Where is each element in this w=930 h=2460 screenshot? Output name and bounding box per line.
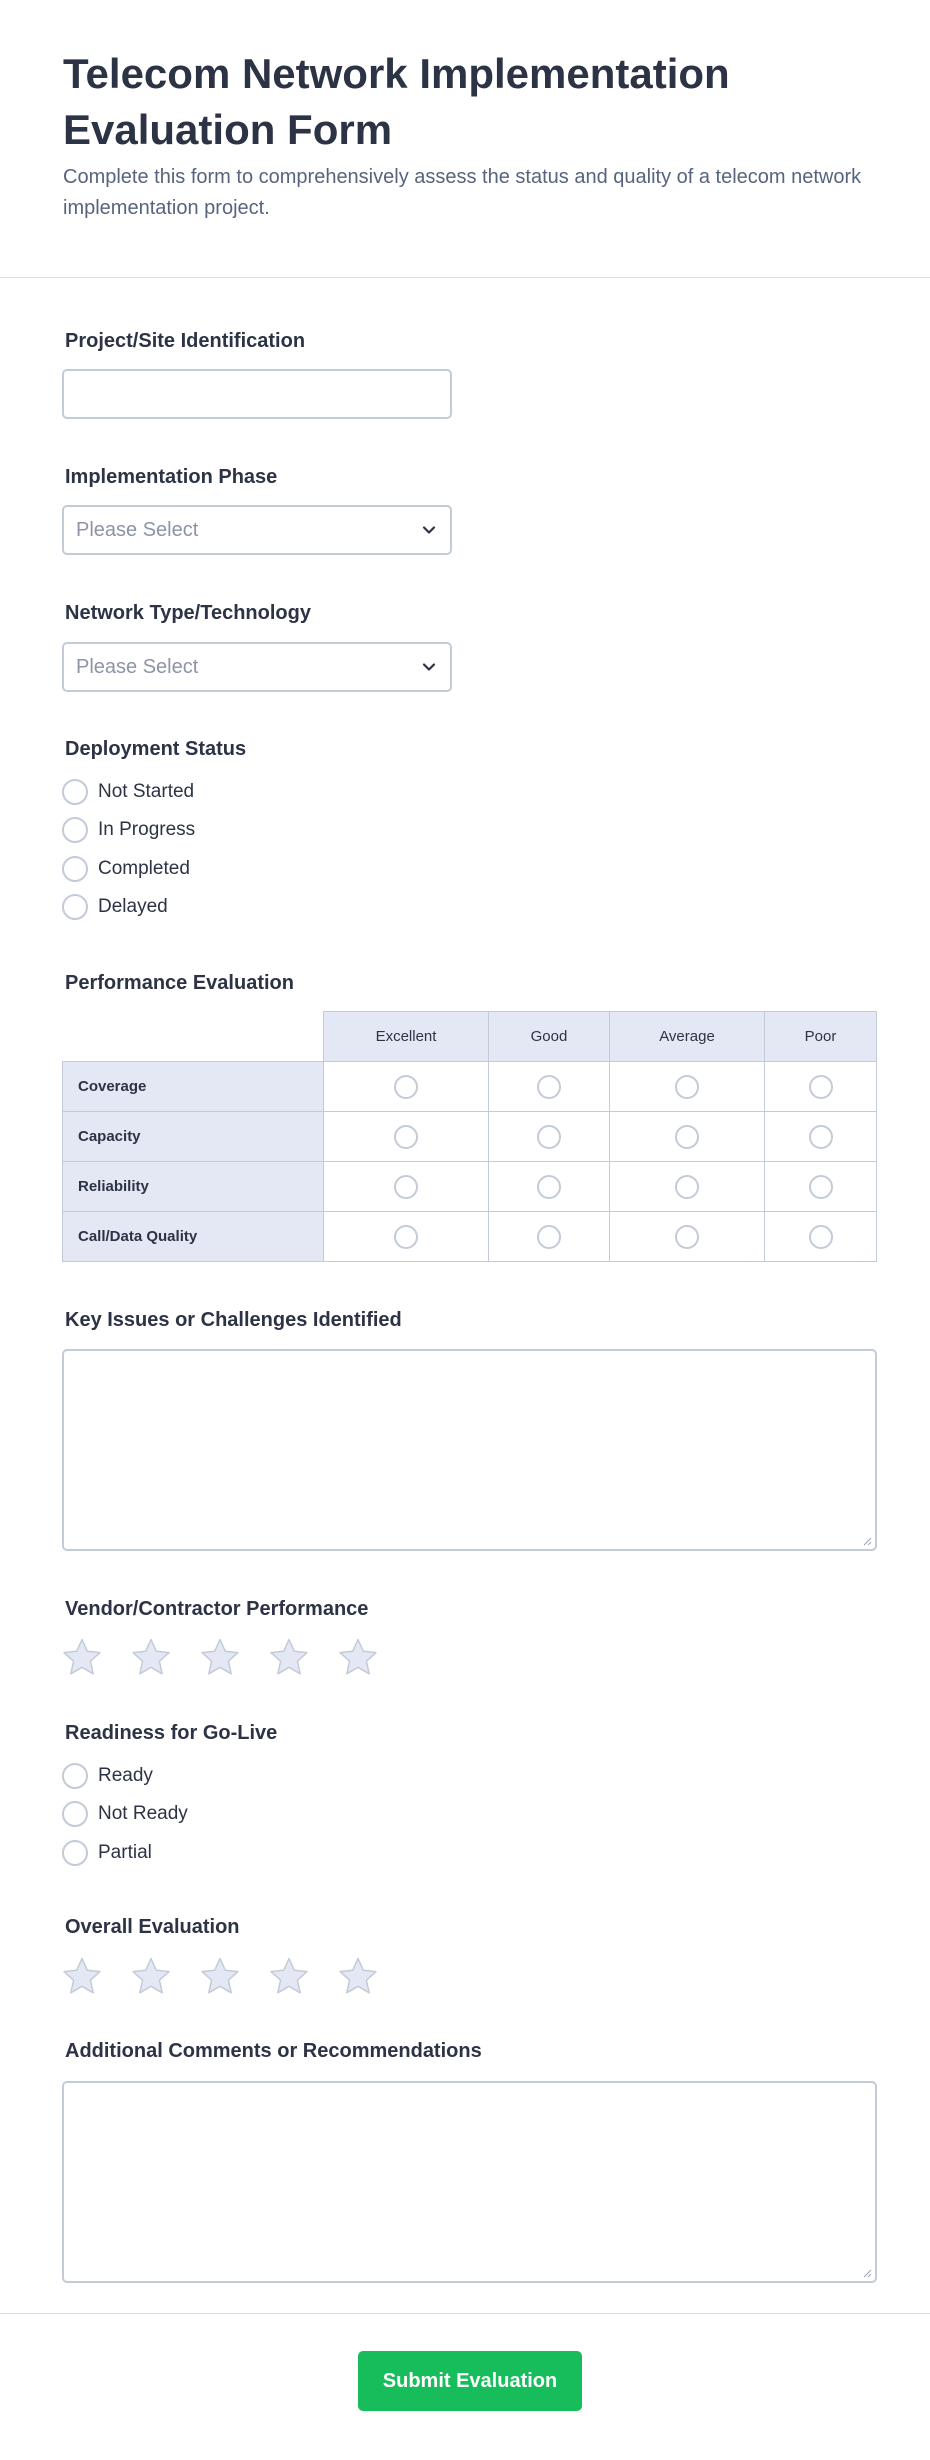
network-type-placeholder: Please Select [76, 656, 199, 678]
matrix-cell[interactable] [488, 1161, 610, 1212]
matrix-row-call-data-quality: Call/Data Quality [62, 1211, 324, 1262]
chevron-down-icon [422, 660, 436, 674]
readiness-label: Readiness for Go-Live [65, 1722, 278, 1744]
readiness-option-partial[interactable] [62, 1839, 152, 1867]
radio-label: Completed [98, 858, 190, 879]
project-site-input[interactable] [62, 369, 452, 419]
radio-button[interactable] [675, 1225, 699, 1249]
form-header [0, 0, 930, 278]
radio-button[interactable] [675, 1075, 699, 1099]
resize-handle-icon[interactable] [862, 2268, 872, 2278]
star-icon[interactable] [269, 1637, 309, 1677]
radio-button[interactable] [675, 1125, 699, 1149]
radio-button[interactable] [62, 894, 88, 920]
deployment-option-completed[interactable] [62, 855, 190, 883]
radio-label: In Progress [98, 819, 196, 840]
deployment-option-in-progress[interactable] [62, 816, 195, 844]
matrix-cell[interactable] [488, 1111, 610, 1162]
vendor-performance-label: Vendor/Contractor Performance [65, 1598, 369, 1620]
radio-button[interactable] [62, 1763, 88, 1789]
matrix-cell[interactable] [609, 1211, 765, 1262]
overall-evaluation-label: Overall Evaluation [65, 1916, 240, 1938]
radio-button[interactable] [62, 856, 88, 882]
matrix-cell[interactable] [764, 1211, 877, 1262]
matrix-cell[interactable] [323, 1061, 489, 1112]
matrix-cell[interactable] [764, 1111, 877, 1162]
star-icon[interactable] [62, 1956, 102, 1996]
star-icon[interactable] [131, 1956, 171, 1996]
matrix-cell[interactable] [488, 1211, 610, 1262]
form-title: Telecom Network Implementation Evaluation Form [63, 50, 730, 153]
radio-button[interactable] [394, 1075, 418, 1099]
matrix-cell[interactable] [764, 1061, 877, 1112]
star-icon[interactable] [131, 1637, 171, 1677]
radio-button[interactable] [394, 1225, 418, 1249]
matrix-row-reliability: Reliability [62, 1161, 324, 1212]
matrix-row-coverage: Coverage [62, 1061, 324, 1112]
matrix-cell[interactable] [488, 1061, 610, 1112]
star-icon[interactable] [338, 1637, 378, 1677]
radio-button[interactable] [62, 779, 88, 805]
matrix-cell[interactable] [323, 1111, 489, 1162]
radio-button[interactable] [537, 1125, 561, 1149]
key-issues-textarea[interactable] [62, 1349, 877, 1551]
radio-button[interactable] [62, 817, 88, 843]
radio-button[interactable] [62, 1840, 88, 1866]
radio-label: Partial [98, 1842, 152, 1863]
matrix-cell[interactable] [609, 1161, 765, 1212]
radio-label: Delayed [98, 896, 168, 917]
overall-evaluation-rating[interactable] [62, 1956, 407, 1996]
key-issues-label: Key Issues or Challenges Identified [65, 1309, 402, 1331]
implementation-phase-label: Implementation Phase [65, 466, 278, 488]
performance-evaluation-label: Performance Evaluation [65, 972, 294, 994]
radio-button[interactable] [537, 1075, 561, 1099]
star-icon[interactable] [200, 1637, 240, 1677]
radio-button[interactable] [394, 1175, 418, 1199]
radio-button[interactable] [62, 1801, 88, 1827]
matrix-cell[interactable] [609, 1061, 765, 1112]
submit-evaluation-button[interactable]: Submit Evaluation [358, 2351, 582, 2411]
form-description: Complete this form to comprehensively assess the status and quality of a telecom network implementation project. [63, 166, 862, 219]
matrix-cell[interactable] [609, 1111, 765, 1162]
radio-label: Ready [98, 1765, 153, 1786]
readiness-option-ready[interactable] [62, 1762, 153, 1790]
matrix-cell[interactable] [323, 1161, 489, 1212]
radio-button[interactable] [809, 1225, 833, 1249]
project-site-label: Project/Site Identification [65, 330, 306, 352]
radio-button[interactable] [809, 1125, 833, 1149]
matrix-column-average: Average [609, 1011, 765, 1062]
matrix-cell[interactable] [764, 1161, 877, 1212]
star-icon[interactable] [269, 1956, 309, 1996]
additional-comments-label: Additional Comments or Recommendations [65, 2040, 482, 2062]
radio-button[interactable] [394, 1125, 418, 1149]
radio-button[interactable] [809, 1075, 833, 1099]
implementation-phase-select[interactable] [62, 505, 452, 555]
chevron-down-icon [422, 523, 436, 537]
radio-label: Not Ready [98, 1803, 188, 1824]
resize-handle-icon[interactable] [862, 1536, 872, 1546]
star-icon[interactable] [200, 1956, 240, 1996]
deployment-status-label: Deployment Status [65, 738, 247, 760]
radio-button[interactable] [675, 1175, 699, 1199]
radio-label: Not Started [98, 781, 195, 802]
star-icon[interactable] [62, 1637, 102, 1677]
radio-button[interactable] [809, 1175, 833, 1199]
readiness-option-not-ready[interactable] [62, 1800, 188, 1828]
matrix-row-capacity: Capacity [62, 1111, 324, 1162]
implementation-phase-placeholder: Please Select [76, 519, 199, 541]
deployment-option-not-started[interactable] [62, 778, 194, 806]
matrix-column-poor: Poor [764, 1011, 877, 1062]
radio-button[interactable] [537, 1225, 561, 1249]
vendor-performance-rating[interactable] [62, 1637, 407, 1677]
additional-comments-textarea[interactable] [62, 2081, 877, 2283]
matrix-column-excellent: Excellent [323, 1011, 489, 1062]
matrix-cell[interactable] [323, 1211, 489, 1262]
network-type-label: Network Type/Technology [65, 602, 311, 624]
radio-button[interactable] [537, 1175, 561, 1199]
network-type-select[interactable] [62, 642, 452, 692]
matrix-column-good: Good [488, 1011, 610, 1062]
star-icon[interactable] [338, 1956, 378, 1996]
deployment-option-delayed[interactable] [62, 893, 168, 921]
